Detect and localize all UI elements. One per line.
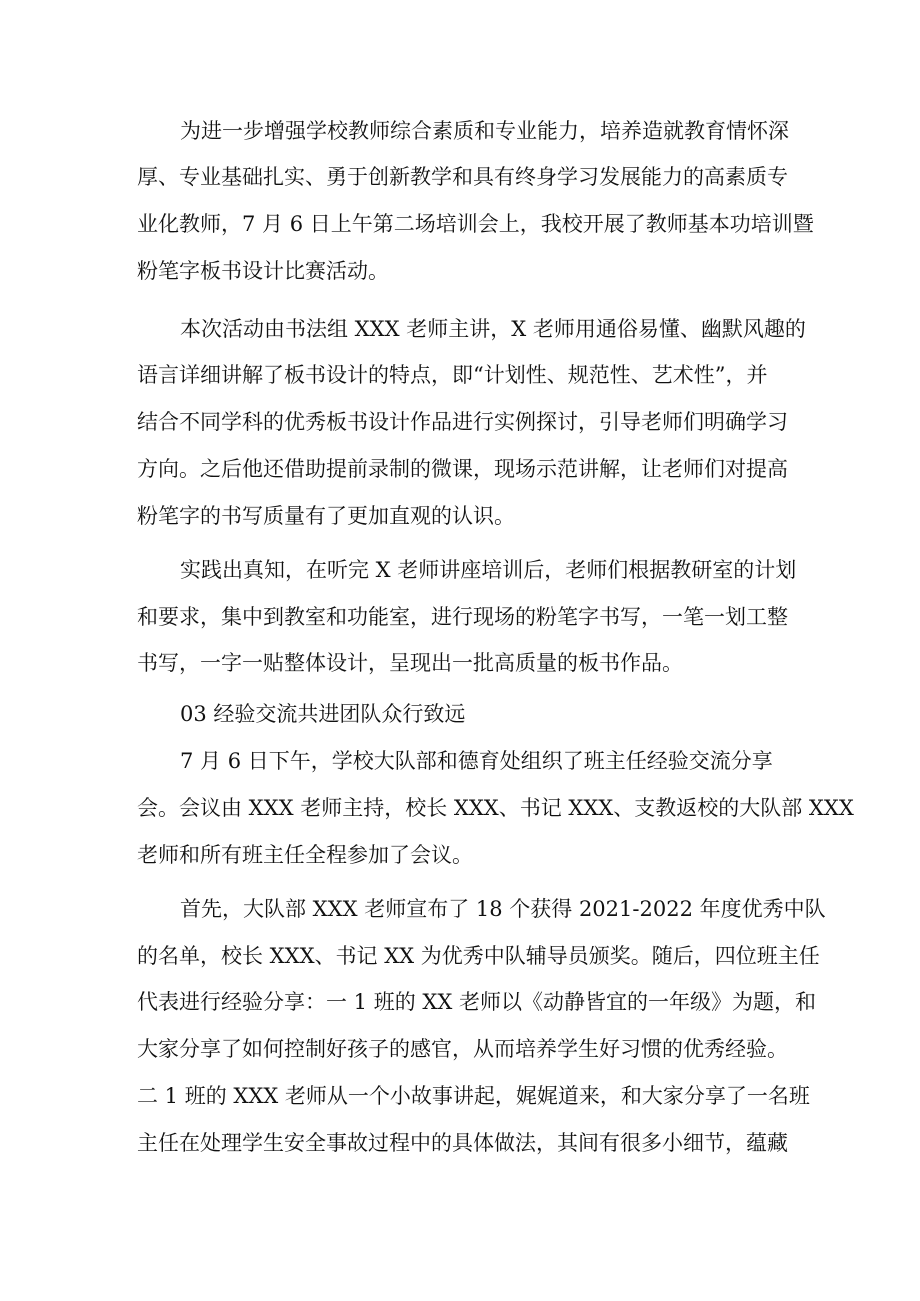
text-line: 二 1 班的 XXX 老师从一个小故事讲起，娓娓道来，和大家分享了一名班: [137, 1084, 810, 1108]
text-line: 的名单，校长 XXX、书记 XX 为优秀中队辅导员颁奖。随后，四位班主任: [137, 944, 820, 968]
text-line: 和要求，集中到教室和功能室，进行现场的粉笔字书写，一笔一划工整: [137, 605, 788, 629]
text-line: 实践出真知，在听完 X 老师讲座培训后，老师们根据教研室的计划: [180, 558, 797, 582]
text-line: 大家分享了如何控制好孩子的感官，从而培养学生好习惯的优秀经验。: [137, 1037, 788, 1061]
text-line: 方向。之后他还借助提前录制的微课，现场示范讲解，让老师们对提高: [137, 457, 788, 481]
text-line: 本次活动由书法组 XXX 老师主讲，X 老师用通俗易懂、幽默风趣的: [180, 317, 806, 341]
text-line: 代表进行经验分享：一 1 班的 XX 老师以《动静皆宜的一年级》为题，和: [137, 990, 816, 1014]
text-line: 主任在处理学生安全事故过程中的具体做法，其间有很多小细节，蕴藏: [137, 1131, 788, 1155]
text-line: 语言详细讲解了板书设计的特点，即“计划性、规范性、艺术性”，并: [137, 363, 768, 387]
text-line: 7 月 6 日下午，学校大队部和德育处组织了班主任经验交流分享: [180, 749, 773, 773]
text-line: 书写，一字一贴整体设计，呈现出一批高质量的板书作品。: [137, 651, 683, 675]
text-line: 业化教师，7 月 6 日上午第二场培训会上，我校开展了教师基本功培训暨: [137, 212, 814, 236]
text-line: 粉笔字的书写质量有了更加直观的认识。: [137, 504, 515, 528]
text-line: 厚、专业基础扎实、勇于创新教学和具有终身学习发展能力的高素质专: [137, 165, 788, 189]
text-line: 首先，大队部 XXX 老师宣布了 18 个获得 2021-2022 年度优秀中队: [180, 897, 826, 921]
text-line: 会。会议由 XXX 老师主持，校长 XXX、书记 XXX、支教返校的大队部 XXX: [137, 796, 854, 820]
text-line: 为进一步增强学校教师综合素质和专业能力，培养造就教育情怀深: [180, 119, 789, 143]
text-line: 结合不同学科的优秀板书设计作品进行实例探讨，引导老师们明确学习: [137, 410, 788, 434]
text-line: 老师和所有班主任全程参加了会议。: [137, 843, 473, 867]
section-heading: 03 经验交流共进团队众行致远: [180, 702, 466, 726]
text-line: 粉笔字板书设计比赛活动。: [137, 259, 389, 283]
